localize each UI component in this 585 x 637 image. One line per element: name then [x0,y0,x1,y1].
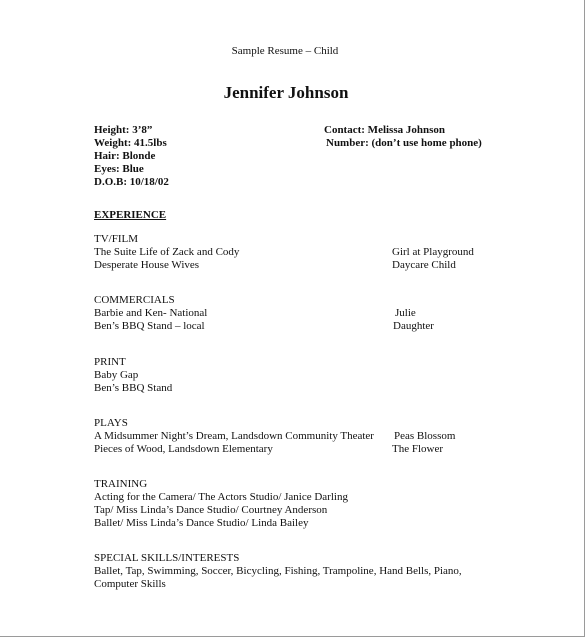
stat-dob: D.O.B: 10/18/02 [94,176,169,188]
stat-eyes: Eyes: Blue [94,163,144,175]
skills-line: Ballet, Tap, Swimming, Soccer, Bicycling, Fishing, Trampoline, Hand Bells, Piano, [94,565,462,577]
tvfilm-roles [392,246,474,272]
training-item: Acting for the Camera/ The Actors Studio/ Janice Darling [94,491,348,503]
section-heading: PLAYS [94,417,128,429]
credit-title: Ben’s BBQ Stand – local [94,320,205,332]
credit-role: Girl at Playground [392,246,474,258]
section-heading: COMMERCIALS [94,294,175,306]
plays-section [94,417,374,456]
skills-section [94,552,462,591]
credit-role: Peas Blossom [394,430,456,442]
tvfilm-section [94,233,239,272]
training-item: Ballet/ Miss Linda’s Dance Studio/ Linda Bailey [94,517,309,529]
commercials-roles [394,307,434,333]
section-heading: PRINT [94,356,126,368]
contact-number: Number: (don’t use home phone) [326,137,482,149]
stat-hair: Hair: Blonde [94,150,156,162]
document-caption: Sample Resume – Child [231,45,339,57]
section-heading: TV/FILM [94,233,138,245]
credit-role: Daughter [393,320,434,332]
credit-title: Ben’s BBQ Stand [94,382,173,394]
credit-title: Desperate House Wives [94,259,200,271]
section-heading: TRAINING [94,478,148,490]
contact-name: Contact: Melissa Johnson [324,124,446,136]
credit-title: Baby Gap [94,369,139,381]
plays-roles [392,430,455,456]
print-section [94,356,172,395]
training-item: Tap/ Miss Linda’s Dance Studio/ Courtney Anderson [94,504,328,516]
credit-title: Pieces of Wood, Landsdown Elementary [94,443,273,455]
credit-title: A Midsummer Night’s Dream, Landsdown Community Theater [94,430,374,442]
commercials-section [94,294,207,333]
training-section [94,478,348,530]
stats-block [94,124,169,189]
section-heading: SPECIAL SKILLS/INTERESTS [94,552,240,564]
skills-line: Computer Skills [94,578,166,590]
stat-weight: Weight: 41.5lbs [94,137,167,149]
contact-block [324,124,482,150]
credit-title: The Suite Life of Zack and Cody [94,246,240,258]
stat-height: Height: 3’8” [94,124,153,136]
credit-role: Julie [395,307,416,319]
experience-heading: EXPERIENCE [94,209,167,221]
credit-role: The Flower [392,443,444,455]
applicant-name: Jennifer Johnson [223,83,349,102]
credit-title: Barbie and Ken- National [94,307,208,319]
credit-role: Daycare Child [392,259,456,271]
